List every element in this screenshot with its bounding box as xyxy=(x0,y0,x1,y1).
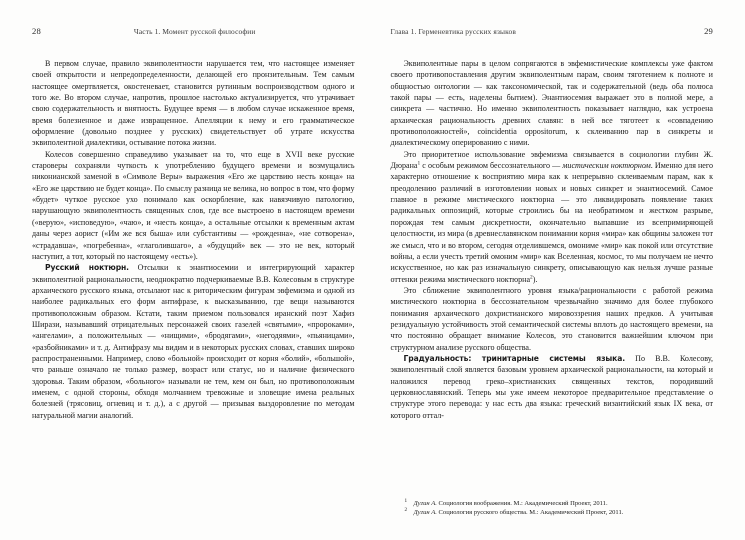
body-column-left xyxy=(32,58,355,421)
running-head-title-right: Глава 1. Герменевтика русских языков xyxy=(390,27,516,36)
footnote-citation: Социология воображения. М.: Академический Проект, 2011. xyxy=(436,499,608,507)
footnote-marker-2[interactable]: 2 xyxy=(530,273,533,280)
running-head-right xyxy=(391,26,714,38)
paragraph-with-footnotes xyxy=(391,149,714,285)
paragraph: Это сближение эквиполентного уровня языка/рациональности с работой режима мистического ноктюрна в бессознательном чрезвычайно значимо для более глубокого понимания архаического дохристианского мировоззрения наших предков. А учитывая резидуальную устойчивость этой семантической системы вплоть до настоящего времени, на что постоянно обращает внимание Колесов, это становится важнейшим ключом при структурном анализе русского общества. xyxy=(390,285,713,352)
paragraph: Эквиполентные пары в целом сопрягаются в эвфемистические комплексы уже фактом своего противопоставления другим эквиполентным парам, своим тяготением к полноте и общностью онтологии — как таксономической, так и содержательной (ведь оба полюса такой пары — есть, наделены бытием). Энантиосемия выражает это в полной мере, а синкрета — частично. Но именно эквиполентность показывает наглядно, как устроена архаическая рациональность древних славян: в ней все тяготеет к «совпадению противоположностей», coincidentia oppositorum, к склеиванию пар в синкреты и диалектическому оперированию с ними. xyxy=(390,59,713,148)
page-right xyxy=(373,0,745,540)
paragraph-text-c: . Именно для него характерно отношение к восприятию мира как к непрерывно склеиваемым парам, как к преодолению различий в изготовлении новых и новых синкрет и энантиосемий. Самое главное в режиме мистического ноктюрна — это ликвидировать появление таких радикальных оппозиций, которые строились бы на необратимом и жестком разрыве, порождая тем самым дискретности, окончательно выпавшие из всепримиряющей целостности, из мира (в древнеславянском понимании корня «мира» как общины заложен тот же смысл, что и во втором, сегодня отделившемся, омониме «мир» как покой или отсутствие войны, а если учесть третий омоним «мир» как Вселенная, космос, то мы получаем не нечто искусственное, но как раз изначальную синкрету, описывающую как нельзя лучше разные оттенки режима мистического ноктюрна xyxy=(390,161,713,284)
body-column-right xyxy=(391,58,714,421)
paragraph-text: Отсылки к энантиосемии и интегрирующий характер эквиполентной рациональности, неоднократно подчеркиваемые В.В. Колесовым в структуре архаического русского языка, отсылают нас к риторическим фигурам эвфемизма и одной из наиболее радикальных его форм антифразе, к высказыванию, где вещи называются противоположным образом. Кстати, таким приемом пользовался иранский поэт Хафиз Ширази, называвший отрицательных персонажей своих газелей «святыми», «пророками», «ангелами», а положительных — «нищими», «бродягами», «негодяями», «пьяницами», «разбойниками» и т. д. Антифразу мы видим и в некоторых русских словах, ставших широко распространенными. Например, слово «больной» происходит от корня «болий», «большой», что раньше означало не только размер, возраст или статус, но и наличие физического здоровья. Таким образом, «больного» называли не тем, кем он был, но противоположным именем, с одной стороны, обходя молчанием тревожные и зловещие имена реальных болезней (трясовиц, огневиц и т. д.), а с другой — призывая выздоровление по методам натуральной магии аналогий. xyxy=(32,263,355,420)
footnote-marker-1[interactable]: 1 xyxy=(417,160,421,167)
paragraph-text-b: с особым режимом бессознательного — xyxy=(420,161,563,171)
italic-term-mystic-nocturne: мистическим ноктюрном xyxy=(562,161,651,171)
running-head-left xyxy=(32,26,355,38)
footnote-text xyxy=(414,508,714,518)
paragraph-with-run-in-heading xyxy=(32,262,355,421)
paragraph-text-d: ). xyxy=(532,274,538,284)
footnote-item xyxy=(391,499,714,509)
footnote-citation: Социология русского общества. М.: Академический Проект, 2011. xyxy=(436,509,624,517)
run-in-heading-graduality: Градуальность: тринитарные системы языка. xyxy=(403,353,626,363)
paragraph: В первом случае, правило эквиполентности нарушается тем, что настоящее изменяет своей открытости и непредопределенности, делающей его пронзительным. Тем самым настоящее омертвляется, окостеневает, становится рутинным воспроизводством одного и того же. Во втором случае, напротив, прошлое настолько актуализируется, что утрачивает свою содержательность и внятность. Будущее время — в любом случае искаженное время, время болезненное и даже извращенное. Апелляции к нему и его грамматическое оформление (довольно позднее у русских) свидетельствует об утрате искусства эквиполентной диалектики, остывание потока жизни. xyxy=(32,59,355,148)
paragraph-text-a: Это приоритетное использование эвфемизма связывается в социологии глубин Ж. Дюрана xyxy=(390,149,713,171)
footnote-number: 2 xyxy=(404,507,408,514)
paragraph-with-run-in-heading xyxy=(391,353,714,421)
run-in-heading-russian-nocturne: Русский ноктюрн. xyxy=(45,263,129,273)
running-head-title-left: Часть 1. Момент русской философии xyxy=(133,27,256,36)
paragraph-text: По В.В. Колесову, эквиполентный слой является базовым уровнем архаической рациональности, на который и наложился перевод греко–христианских священных текстов, породивший церковнославянский. Теперь мы уже имеем некоторое предварительное представление о структуре этого перевода: у нас есть два языка: греческий византийский язык IX века, от которого оттал- xyxy=(390,353,713,420)
page-number-right: 29 xyxy=(704,26,713,36)
page-number-left: 28 xyxy=(32,26,41,36)
footnote-author: Дугин А. xyxy=(413,509,437,517)
footnote-author: Дугин А. xyxy=(413,499,437,507)
paragraph: Колесов совершенно справедливо указывает на то, что еще в XVII веке русские староверы сохраняли чуткость к употреблению будущего времени и возмущались никонианской заменой в «Символе Веры» выражения «Его же царствию несть конца» на «Его же царствию не будет конца». По смыслу разница не велика, но вопрос в том, что форму «будет» чуткое русское ухо понимало как оскорбление, как навязчивую патологию, нарушающую эквиполентность священных слов, где все выстроено в настоящем времени («верую», «исповедую», «чаю», и «несть конца», а остальные отсылки к временным актам даны через аорист («Им же вся быша» или субстантивы — «рожденна», «не сотворена», «страдавша», «погребенна», «глаголившаго», а «будущий» век — это не век, который наступит, а тот, который по настоящему «есть»). xyxy=(32,149,355,261)
footnotes-block xyxy=(391,499,714,518)
footnote-number: 1 xyxy=(404,497,408,504)
footnote-item xyxy=(391,508,714,518)
footnote-text xyxy=(414,499,714,509)
